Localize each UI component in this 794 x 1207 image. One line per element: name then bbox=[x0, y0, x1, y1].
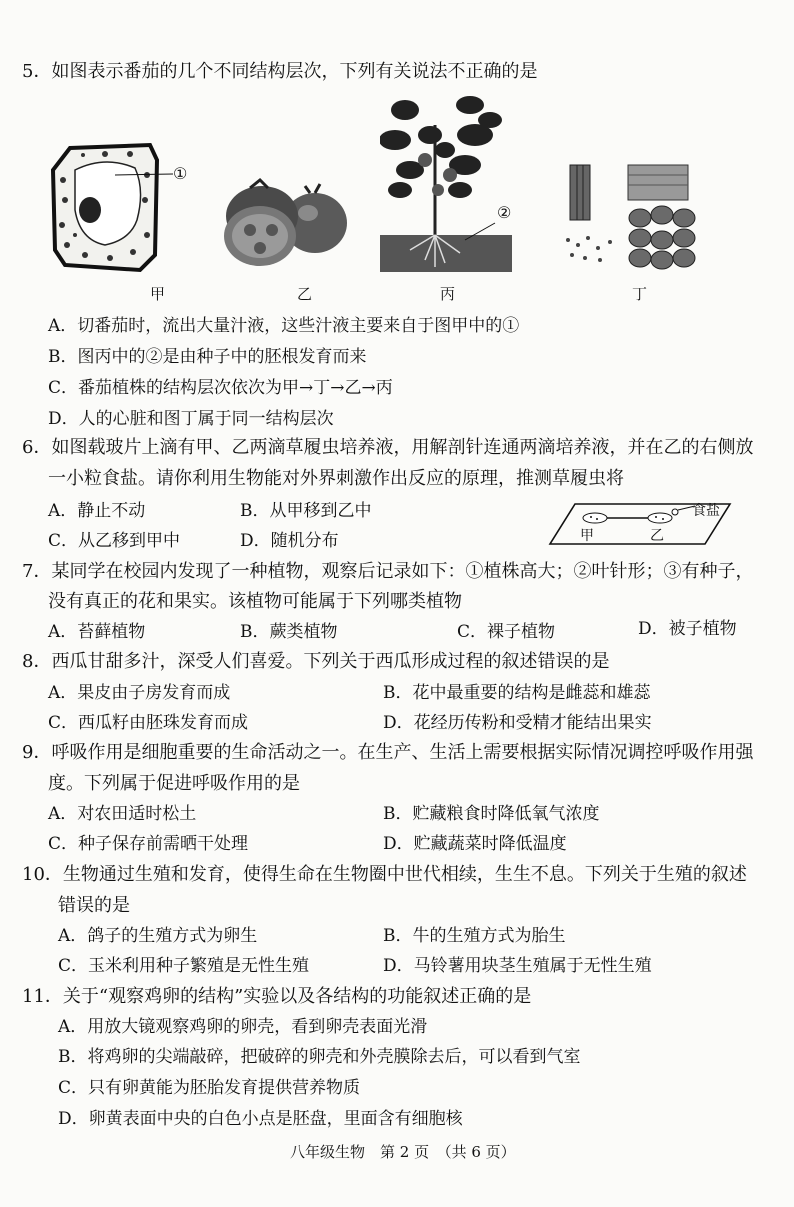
marker-2: ② bbox=[497, 203, 512, 222]
q11-stem: 11．关于“观察鸡卵的结构”实验以及各结构的功能叙述正确的是 bbox=[22, 986, 532, 1007]
q10-option-c: C．玉米利用种子繁殖是无性生殖 bbox=[58, 956, 310, 976]
q11-option-c: C．只有卵黄能为胚胎发育提供营养物质 bbox=[58, 1078, 361, 1098]
plant-cell-figure bbox=[45, 140, 205, 280]
q10-stem-line2: 错误的是 bbox=[58, 895, 130, 916]
q10-option-b: B．牛的生殖方式为胎生 bbox=[383, 926, 566, 946]
marker-1: ① bbox=[173, 164, 188, 183]
q5-option-b: B．图丙中的②是由种子中的胚根发育而来 bbox=[48, 347, 367, 367]
q9-option-d: D．贮藏蔬菜时降低温度 bbox=[383, 834, 567, 854]
q7-option-c: C．裸子植物 bbox=[457, 622, 556, 642]
tomato-figure bbox=[220, 168, 350, 273]
q8-option-c: C．西瓜籽由胚珠发育而成 bbox=[48, 713, 249, 733]
q7-option-a: A．苔藓植物 bbox=[48, 622, 146, 642]
q5-option-a: A．切番茄时，流出大量汁液，这些汁液主要来自于图甲中的① bbox=[48, 316, 520, 336]
q6-stem-line2: 一小粒食盐。请你利用生物能对外界刺激作出反应的原理，推测草履虫将 bbox=[48, 468, 624, 489]
q9-stem-line2: 度。下列属于促进呼吸作用的是 bbox=[48, 773, 300, 794]
q6-option-a: A．静止不动 bbox=[48, 501, 146, 521]
q6-option-d: D．随机分布 bbox=[240, 531, 339, 551]
q6-stem-line1: 6．如图载玻片上滴有甲、乙两滴草履虫培养液，用解剖针连通两滴培养液，并在乙的右侧放 bbox=[22, 437, 754, 458]
q7-stem-line1: 7．某同学在校园内发现了一种植物，观察后记录如下：①植株高大；②叶针形；③有种子， bbox=[22, 561, 754, 582]
q9-option-a: A．对农田适时松土 bbox=[48, 804, 197, 824]
q7-option-b: B．蕨类植物 bbox=[240, 622, 338, 642]
q8-option-a: A．果皮由子房发育而成 bbox=[48, 683, 231, 703]
fig-label-bing: 丙 bbox=[440, 285, 456, 303]
q8-stem: 8．西瓜甘甜多汁，深受人们喜爱。下列关于西瓜形成过程的叙述错误的是 bbox=[22, 651, 610, 672]
q9-stem-line1: 9．呼吸作用是细胞重要的生命活动之一。在生产、生活上需要根据实际情况调控呼吸作用强 bbox=[22, 742, 754, 763]
q9-option-c: C．种子保存前需晒干处理 bbox=[48, 834, 249, 854]
q11-option-a: A．用放大镜观察鸡卵的卵壳，看到卵壳表面光滑 bbox=[58, 1017, 428, 1037]
q7-stem-line2: 没有真正的花和果实。该植物可能属于下列哪类植物 bbox=[48, 591, 462, 612]
q11-option-b: B．将鸡卵的尖端敲碎，把破碎的卵壳和外壳膜除去后，可以看到气室 bbox=[58, 1047, 581, 1067]
q10-stem-line1: 10．生物通过生殖和发育，使得生命在生物圈中世代相续，生生不息。下列关于生殖的叙述 bbox=[22, 864, 747, 885]
q5-option-d: D．人的心脏和图丁属于同一结构层次 bbox=[48, 409, 334, 429]
q10-option-a: A．鸽子的生殖方式为卵生 bbox=[58, 926, 258, 946]
q9-option-b: B．贮藏粮食时降低氧气浓度 bbox=[383, 804, 600, 824]
q5-stem: 5．如图表示番茄的几个不同结构层次，下列有关说法不正确的是 bbox=[22, 61, 538, 82]
fig-label-salt: 食盐 bbox=[692, 503, 720, 519]
q7-option-d: D．被子植物 bbox=[638, 619, 737, 639]
page-footer: 八年级生物 第 2 页 （共 6 页） bbox=[290, 1143, 516, 1161]
fig-label-yi: 乙 bbox=[297, 285, 313, 303]
q10-option-d: D．马铃薯用块茎生殖属于无性生殖 bbox=[383, 956, 652, 976]
fig-label-ding: 丁 bbox=[632, 285, 648, 303]
tomato-plant-figure bbox=[380, 95, 520, 275]
fig-label-jia: 甲 bbox=[150, 285, 166, 303]
slide-label-yi: 乙 bbox=[650, 528, 664, 544]
tissue-figure bbox=[560, 160, 710, 275]
q11-option-d: D．卵黄表面中央的白色小点是胚盘，里面含有细胞核 bbox=[58, 1109, 463, 1129]
q6-option-c: C．从乙移到甲中 bbox=[48, 531, 181, 551]
q6-option-b: B．从甲移到乙中 bbox=[240, 501, 372, 521]
q8-option-b: B．花中最重要的结构是雌蕊和雄蕊 bbox=[383, 683, 651, 703]
q5-option-c: C．番茄植株的结构层次依次为甲→丁→乙→丙 bbox=[48, 378, 393, 398]
slide-label-jia: 甲 bbox=[580, 528, 594, 544]
q8-option-d: D．花经历传粉和受精才能结出果实 bbox=[383, 713, 652, 733]
